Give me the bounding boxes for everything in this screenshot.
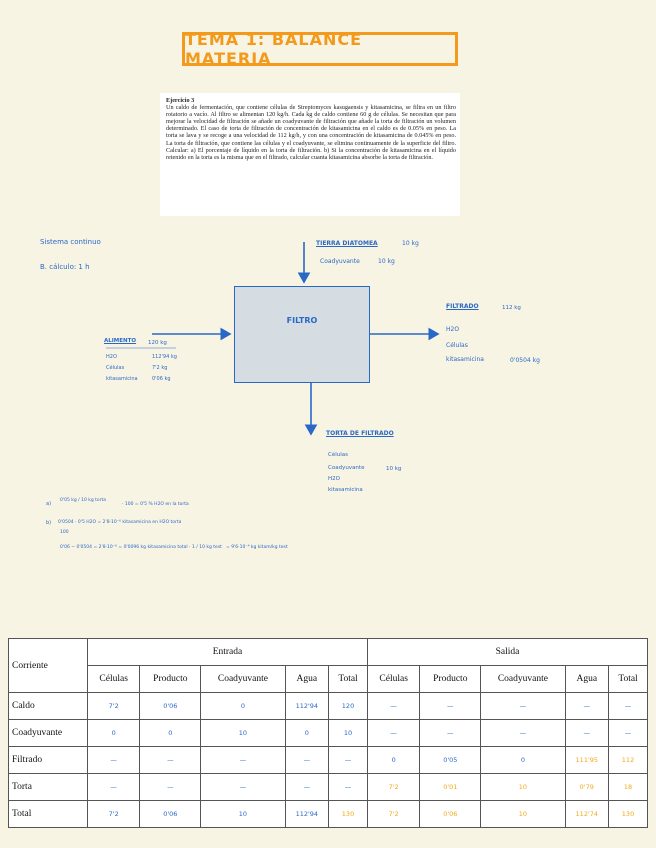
cell: — [285, 774, 328, 801]
cell: 112'94 [285, 693, 328, 720]
note-a-result: · 100 = 0'5 % H2O en la torta [122, 502, 189, 507]
cell: — [420, 720, 481, 747]
column-header: Producto [140, 666, 201, 693]
cell: 10 [201, 801, 285, 828]
row-label: Torta [9, 774, 88, 801]
table-row [9, 720, 648, 747]
cell: — [420, 693, 481, 720]
column-header: Total [329, 666, 368, 693]
cell: 10 [201, 720, 285, 747]
cell: 0'79 [565, 774, 608, 801]
filter-label: FILTRO [286, 316, 318, 325]
cell: 7'2 [367, 801, 419, 828]
cell: 120 [329, 693, 368, 720]
column-header: Coadyuvante [201, 666, 285, 693]
cell: — [285, 747, 328, 774]
torta-extra: 10 kg [386, 466, 402, 472]
cell: — [88, 747, 140, 774]
table-subheader-row [9, 666, 648, 693]
column-header: Células [88, 666, 140, 693]
cell: — [481, 693, 565, 720]
torta-item: H2O [328, 476, 340, 482]
alimento-item-value: 112'94 kg [152, 354, 177, 360]
cell: 0'06 [140, 801, 201, 828]
alimento-item-value: 0'06 kg [152, 376, 171, 382]
diatomea-value: 10 kg [402, 240, 419, 247]
cell: 112 [609, 747, 648, 774]
cell: — [140, 747, 201, 774]
diatomea-label: TIERRA DIATOMEA [316, 240, 378, 247]
cell: 0 [367, 747, 419, 774]
column-header: Producto [420, 666, 481, 693]
alimento-item: H2O [106, 354, 117, 360]
cell: — [609, 720, 648, 747]
note-a-label: a) [46, 501, 52, 507]
system-label: Sistema continuo [40, 238, 101, 246]
note-a-fraction: 0'05 kg / 10 kg torta [60, 498, 107, 503]
mass-balance-table [8, 638, 648, 828]
filtrado-value: 112 kg [502, 305, 521, 311]
column-header: Agua [565, 666, 608, 693]
cell: 18 [609, 774, 648, 801]
table-row [9, 774, 648, 801]
filtrado-label: FILTRADO [446, 303, 479, 310]
alimento-item-value: 7'2 kg [152, 365, 168, 371]
table-row [9, 747, 648, 774]
header-salida: Salida [367, 639, 647, 666]
cell: 0 [481, 747, 565, 774]
filtrado-extra: 0'0504 kg [510, 357, 540, 364]
cell: 0'01 [420, 774, 481, 801]
exercise-text: Un caldo de fermentación, que contiene células de Streptomyces kasugaensis y kitasamicina, se filtra en un filtro rotatorio a vacío. Al filtro se alimentan 120 kg/h. Cada kg de caldo contiene 60 g de células. Se necesitan que para mejorar la velocidad de filtración se añade un coadyuvante de filtración que añade la torta de filtración un volumen determinado. El caso de torta de filtración de concentración de kitasamicina en el caldo es de 0.05% en peso. La torta se lava y se recoge a una velocidad de 112 kg/h, y con una concentración de kitasamicina de 0.045% en peso. La torta de filtración, que contiene las células y el coadyuvante, se elimina continuamente de la superficie del filtro. Calcular: a) El porcentaje de líquido en la torta de filtración. b) Si la concentración de kitasamicina en el líquido retenido en la torta es la misma que en el filtrado, calcular cuanta kitasamicina absorbe la torta de filtración. [166, 104, 456, 161]
column-header: Coadyuvante [481, 666, 565, 693]
row-label: Total [9, 801, 88, 828]
table-row [9, 693, 648, 720]
cell: 0 [88, 720, 140, 747]
cell: 0'05 [420, 747, 481, 774]
cell: — [481, 720, 565, 747]
basis-label: B. cálculo: 1 h [40, 263, 90, 271]
cell: 112'94 [285, 801, 328, 828]
column-header: Células [367, 666, 419, 693]
filtrado-item: kitasamicina [446, 356, 484, 363]
alimento-label: ALIMENTO [104, 338, 137, 344]
alimento-item: kitasamicina [106, 376, 138, 382]
exercise-heading: Ejercicio 3 [166, 97, 195, 104]
cell: — [329, 774, 368, 801]
cell: — [329, 747, 368, 774]
cell: — [609, 693, 648, 720]
note-b-line2-result: = 9'6·10⁻⁴ kg kitam/kg test [226, 545, 288, 550]
page-title: TEMA 1: BALANCE MATERIA [185, 30, 363, 68]
cell: 10 [481, 774, 565, 801]
torta-label: TORTA DE FILTRADO [326, 430, 394, 437]
note-b-label: b) [46, 520, 52, 526]
note-b-line2-frac: 1 / 10 kg test [192, 545, 222, 550]
table-row [9, 801, 648, 828]
cell: — [565, 693, 608, 720]
cell: 111'95 [565, 747, 608, 774]
cell: 0 [285, 720, 328, 747]
column-header: Agua [285, 666, 328, 693]
coadyuvante-value: 10 kg [378, 258, 395, 265]
cell: 10 [481, 801, 565, 828]
cell: — [565, 720, 608, 747]
cell: — [140, 774, 201, 801]
header-corriente: Corriente [9, 639, 88, 693]
cell: 0'06 [420, 801, 481, 828]
row-label: Filtrado [9, 747, 88, 774]
note-b-line1: 0'0504 · 0'5 H2O = 2'8·10⁻⁶ kitasamicina en H2O torta [58, 520, 182, 525]
cell: 7'2 [88, 693, 140, 720]
cell: — [201, 747, 285, 774]
cell: 112'74 [565, 801, 608, 828]
cell: — [88, 774, 140, 801]
torta-item: Coadyuvante [328, 465, 365, 471]
torta-item: kitasamicina [328, 487, 363, 493]
alimento-value: 120 kg [148, 340, 167, 346]
alimento-item: Células [106, 365, 125, 371]
coadyuvante-label: Coadyuvante [320, 258, 360, 265]
cell: 0 [201, 693, 285, 720]
cell: 0 [140, 720, 201, 747]
torta-item: Células [328, 452, 349, 458]
note-b-line1-den: 100 [60, 530, 69, 535]
row-label: Caldo [9, 693, 88, 720]
cell: 0'06 [140, 693, 201, 720]
row-label: Coadyuvante [9, 720, 88, 747]
note-b-line2: 0'06 − 0'0504 = 2'8·10⁻⁶ = 0'0096 kg kitasamicina total · [60, 545, 191, 550]
header-entrada: Entrada [88, 639, 368, 666]
cell: 130 [329, 801, 368, 828]
cell: 130 [609, 801, 648, 828]
column-header: Total [609, 666, 648, 693]
cell: 7'2 [367, 774, 419, 801]
cell: 7'2 [88, 801, 140, 828]
cell: 10 [329, 720, 368, 747]
cell: — [201, 774, 285, 801]
filtrado-item: H2O [446, 326, 460, 333]
table-header-row [9, 639, 648, 666]
cell: — [367, 693, 419, 720]
filtrado-item: Células [446, 342, 468, 349]
cell: — [367, 720, 419, 747]
